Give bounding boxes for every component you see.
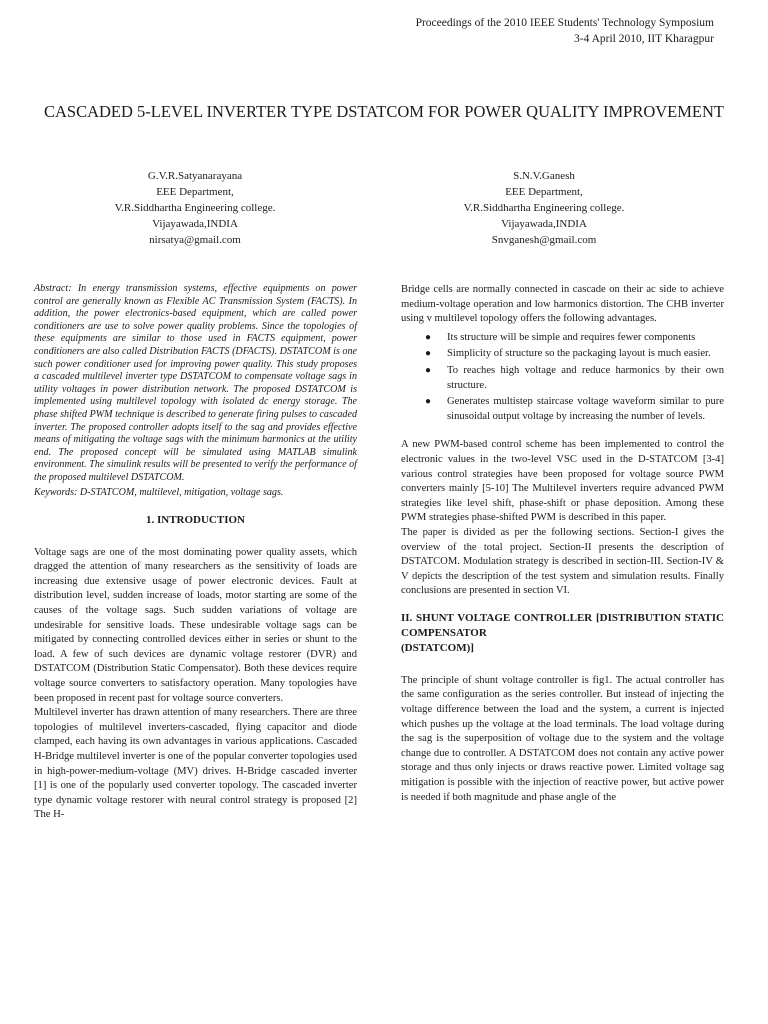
section-heading-line-1: II. SHUNT VOLTAGE CONTROLLER [DISTRIBUTION STATIC COMPENSATOR	[401, 611, 724, 639]
author-city: Vijayawada,INDIA	[501, 218, 587, 230]
author-email: nirsatya@gmail.com	[149, 234, 241, 246]
abstract: Abstract: In energy transmission systems, effective equipments on power control are generally known as Flexible AC Transmission System (FACTS). In addition, the power electronics-based equipment, which are called power conditioners are use to solve power quality problems. Since the topologies of these equipments are similar to those used in FACTS equipment, power conditioners are also called Distribution FACTS (DFACTS). DSTATCOM is one such power conditioner used for improving power quality. This study proposes a cascaded multilevel inverter type DSTATCOM to compensate voltage sags in utility voltages in power distribution network. The proposed DSTATCOM is implemented using multilevel topology with isolated dc energy storage. The phase shifted PWM technique is described to generate firing pulses to cascaded inverter. The proposed controller adopts itself to the sag and provides effective means of mitigating the voltage sags with the minimum harmonics at the utility end. The proposed concept will be simulated using MATLAB simulink environment. The simulink results will be presented to verify the performance of the proposed multilevel DSTATCOM.	[34, 283, 357, 483]
author-college: V.R.Siddhartha Engineering college.	[114, 202, 276, 214]
author-city: Vijayawada,INDIA	[152, 218, 238, 230]
bullet-icon: ●	[425, 364, 432, 376]
intro-paragraph-1: Voltage sags are one of the most dominating power quality assets, which dragged the attention of many researchers as the sensitivity of loads are increasing due extensive usage of power electronic devices. Fault at distribution level, sudden increase of loads, motor starting are some of the causes of the voltage sags. Such sudden variations of voltage are undesirable for sensitive loads. These undesirable voltage sags can be mitigated by connecting controlled devices either in series or shunt to the load. A few of such devices are dynamic voltage restorer (DVR) and DSTATCOM (Distribution Static Compensator). Both these devices require voltage source converters to satisfactory operation. Many topologies have been proposed in recent past for voltage source converters.	[34, 546, 357, 704]
bullet-icon: ●	[425, 396, 432, 408]
advantages-list	[401, 331, 724, 425]
pwm-paragraph: A new PWM-based control scheme has been implemented to control the electronic values in the two-level VSC used in the D-STATCOM [3-4] various control strategies have been proposed for voltage source PWM converters mainly [5-10] The Multilevel inverters require advanced PWM strategies like level shift, phase-shift or phase deposition. Among these PWM strategies phase-shifted PWM is described in this paper.	[401, 439, 724, 524]
author-dept: EEE Department,	[505, 186, 583, 198]
list-item	[401, 395, 724, 424]
paper-title: CASCADED 5-LEVEL INVERTER TYPE DSTATCOM FOR POWER QUALITY IMPROVEMENT	[44, 102, 724, 121]
list-item-text: Its structure will be simple and requires fewer components	[447, 331, 696, 343]
shunt-controller-paragraph: The principle of shunt voltage controller is fig1. The actual controller has the same configuration as the series controller. But instead of injecting the voltage difference between the load and the system, a current is injected which pushes up the voltage at the load terminals. The load voltage during the sag is the superposition of voltage due to the system and the voltage change due to controller. A DSTATCOM does not contain any active power storage and thus only injects or draws reactive power. Limited voltage sag mitigation is possible with the injection of reactive power, but active power is needed if both magnitude and phase angle of the	[401, 674, 724, 803]
author-block-2	[394, 168, 694, 248]
list-item-text: To reaches high voltage and reduce harmonics by their own structure.	[447, 364, 724, 391]
section-heading-introduction: 1. INTRODUCTION	[145, 514, 245, 527]
intro-paragraph-2: Multilevel inverter has drawn attention of many researchers. There are three topologies of multilevel inverters-cascaded, flying capacitor and diode clamped, each having its own advantages in various applications. Cascaded H-Bridge multilevel inverter is one of the popular converter topologies used in high-power-medium-voltage (MV) drives. H-Bridge cascaded inverter [1] is one of the popularly used converter topology. The cascaded inverter type dynamic voltage restorer with neural control strategy is proposed [2] The H-	[34, 707, 357, 821]
left-column	[34, 283, 357, 823]
header-line-1: Proceedings of the 2010 IEEE Students' Technology Symposium	[415, 17, 714, 29]
author-name: S.N.V.Ganesh	[513, 170, 575, 182]
author-block-1	[45, 168, 345, 248]
proceedings-header	[294, 15, 714, 47]
sections-paragraph: The paper is divided as per the following sections. Section-I gives the overview of the total project. Section-II presents the description of DSTATCOM. Modulation strategy is described in section-III. Section-IV & V depicts the description of the test system and simulation results. Finally conclusions are presented in section VI.	[401, 526, 724, 597]
bullet-icon: ●	[425, 331, 432, 343]
bullet-icon: ●	[425, 348, 432, 360]
advantages-paragraph: Bridge cells are normally connected in cascade on their ac side to achieve medium-voltage operation and low harmonics distortion. The CHB inverter using v multilevel topology offers the following advantages.	[401, 284, 724, 325]
section-heading-line-2: (DSTATCOM)]	[401, 641, 474, 654]
list-item-text: Simplicity of structure so the packaging layout is much easier.	[447, 348, 711, 360]
author-name: G.V.R.Satyanarayana	[147, 170, 243, 182]
header-line-2: 3-4 April 2010, IIT Kharagpur	[574, 33, 714, 45]
author-email: Snvganesh@gmail.com	[491, 234, 597, 246]
list-item	[401, 331, 724, 346]
keywords: Keywords: D-STATCOM, multilevel, mitigation, voltage sags.	[34, 486, 284, 498]
author-college: V.R.Siddhartha Engineering college.	[463, 202, 625, 214]
list-item-text: Generates multistep staircase voltage waveform similar to pure sinusoidal output voltage by increasing the number of levels.	[447, 396, 724, 422]
section-heading-shunt-controller	[401, 611, 724, 656]
list-item	[401, 347, 724, 362]
right-column	[401, 283, 724, 805]
author-dept: EEE Department,	[156, 186, 234, 198]
list-item	[401, 364, 724, 393]
